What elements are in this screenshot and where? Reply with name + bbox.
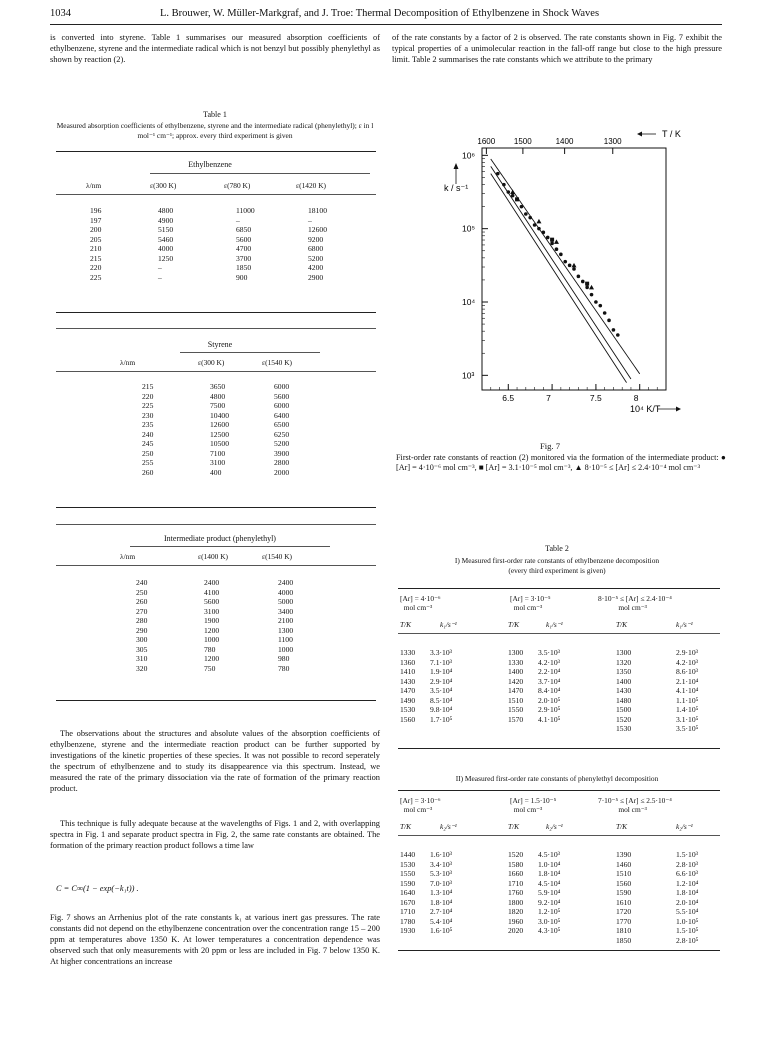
time-law-equation: C = C∞(1 − exp(−k₁t)) . xyxy=(56,884,139,893)
t2p1-head-0: [Ar] = 4·10⁻⁶ mol cm⁻³ xyxy=(400,594,441,612)
data-point-circle xyxy=(496,172,500,176)
top-tick-label: 1300 xyxy=(603,137,622,146)
t2p2-unit-k-2: k₂/s⁻¹ xyxy=(676,822,693,831)
data-point-circle xyxy=(603,311,607,315)
data-point-circle xyxy=(612,328,616,332)
data-point-circle xyxy=(594,300,598,304)
data-point-circle xyxy=(537,227,541,231)
t2p2-k-col-0: 1.6·10³ 3.4·10³ 5.3·10³ 7.0·10³ 1.3·10⁴ 1.8·10⁴ 2.7·10⁴ 5.4·10⁴ 1.6·10⁵ xyxy=(430,850,453,935)
int-col-wavelength: 240 250 260 270 280 290 300 305 310 320 xyxy=(136,578,148,673)
top-axis-label: T / K xyxy=(662,129,681,139)
data-point-circle xyxy=(550,242,554,246)
int-head-2: ε(1540 K) xyxy=(262,552,292,561)
data-point-square xyxy=(550,238,554,242)
t2p2-T-col-0: 1440 1530 1550 1590 1640 1670 1710 1780 1930 xyxy=(400,850,416,935)
ethylbenzene-heading: Ethylbenzene xyxy=(188,160,232,169)
y-tick-label: 10⁵ xyxy=(462,223,475,234)
t2p1-T-col-0: 1330 1360 1410 1430 1470 1490 1530 1560 xyxy=(400,648,416,724)
data-point-circle xyxy=(585,286,589,290)
data-point-triangle xyxy=(572,263,577,268)
int-col-1400k: 2400 4100 5600 3100 1900 1200 1000 780 1200 750 xyxy=(204,578,220,673)
t2p2-head-0: [Ar] = 3·10⁻⁶ mol cm⁻³ xyxy=(400,796,441,814)
ethylbenzene-subrule xyxy=(150,173,370,174)
eb-col-780k: 11000 – 6850 5600 4700 3700 1850 900 xyxy=(236,206,255,282)
eb-col-1420k: 18100 – 12600 9200 6800 5200 4200 2900 xyxy=(308,206,327,282)
table2-part1-title: I) Measured first-order rate constants of ethylbenzene decomposition xyxy=(454,556,660,565)
table2-label: Table 2 xyxy=(545,544,569,553)
t2p1-head-1: [Ar] = 3·10⁻⁵ mol cm⁻³ xyxy=(510,594,551,612)
data-point-triangle xyxy=(510,190,515,195)
body-paragraph-3: Fig. 7 shows an Arrhenius plot of the rate constants k₁ at various inert gas pressures. The rate constants did not depend on the ethylbenzene concentration over the concentration range 15 – 200 ppm at temperatures above 1350 K. At lower temperatures a concentration dependence was observed such that only measurements with 20 ppm or less are included in Fig. 7 below 1350 K. At higher concentrations an increase xyxy=(50,913,380,966)
eb-end-rule xyxy=(56,312,376,313)
data-point-square xyxy=(585,282,589,286)
data-point-triangle xyxy=(536,219,541,224)
bottom-tick-label: 7.5 xyxy=(589,393,602,403)
y-tick-label: 10⁶ xyxy=(462,150,475,161)
figure-7-plot xyxy=(430,118,700,428)
data-point-circle xyxy=(511,194,515,198)
int-head-1: ε(1400 K) xyxy=(198,552,228,561)
t2p1-unit-T-0: T/K xyxy=(400,620,412,629)
right-intro-paragraph: of the rate constants by a factor of 2 is observed. The rate constants shown in Fig. 7 exhibit the typical properties of a unimolecular reaction in the fall-off range but close to the high pressure limit. Table 2 summarises the rate constants which we attribute to the primary xyxy=(392,33,722,64)
t2p2-head-1: [Ar] = 1.5·10⁻⁵ mol cm⁻³ xyxy=(510,796,557,814)
t2-part2-head-rule xyxy=(398,835,720,836)
st-head-2: ε(1540 K) xyxy=(262,358,292,367)
t2p1-unit-T-1: T/K xyxy=(508,620,520,629)
data-point-circle xyxy=(616,333,620,337)
bottom-tick-label: 6.5 xyxy=(502,393,515,403)
table1-end-rule xyxy=(56,700,376,701)
intermediate-heading: Intermediate product (phenylethyl) xyxy=(164,534,276,543)
t2-part2-top-rule xyxy=(398,790,720,791)
eb-head-1: ε(300 K) xyxy=(150,181,177,190)
running-title: L. Brouwer, W. Müller-Markgraf, and J. Troe: Thermal Decomposition of Ethylbenzene in Shock Waves xyxy=(160,8,600,19)
data-point-circle xyxy=(520,205,524,209)
data-point-circle xyxy=(581,280,585,284)
data-point-circle xyxy=(577,275,581,279)
int-top-rule xyxy=(56,524,376,525)
table2-part1-sub: (every third experiment is given) xyxy=(508,566,606,575)
int-col-1540k: 2400 4000 5000 3400 2100 1300 1100 1000 980 780 xyxy=(278,578,294,673)
bottom-tick-label: 7 xyxy=(546,393,551,403)
data-point-circle xyxy=(598,304,602,308)
st-head-0: λ/nm xyxy=(120,358,136,367)
eb-col-wavelength: 196 197 200 205 210 215 220 225 xyxy=(90,206,102,282)
t2-part1-head-rule xyxy=(398,633,720,634)
st-end-rule xyxy=(56,507,376,508)
data-point-circle xyxy=(533,223,537,227)
st-head-1: ε(300 K) xyxy=(198,358,225,367)
table2-part2-title: II) Measured first-order rate constants of phenylethyl decomposition xyxy=(455,774,659,783)
eb-head-rule xyxy=(56,194,376,195)
body-paragraph-2: This technique is fully adequate because at the wavelengths of Figs. 1 and 2, with overlapping spectra in Fig. 1 and separate product spectra in Fig. 2, the same rate constants are obtained. The formation of the primary reaction product follows a time law xyxy=(50,819,380,850)
eb-head-0: λ/nm xyxy=(86,181,102,190)
st-head-rule xyxy=(56,371,376,372)
styrene-subrule xyxy=(180,352,320,353)
t2p1-unit-k-1: k₁/s⁻¹ xyxy=(546,620,563,629)
y-tick-label: 10⁴ xyxy=(462,297,476,307)
int-head-0: λ/nm xyxy=(120,552,136,561)
data-point-circle xyxy=(590,293,594,297)
body-paragraph-1: The observations about the structures and absolute values of the absorption coefficients of ethylbenzene, styrene and the intermediate reaction product can be further supported by investigations of the kinetic properties of these species. It was not possible to record seperately the spectrum of ethylbenzene and to study its disappearence via this spectrum. Instead, we measured the rate of the primary dissociation via the rate of formation of the primary reaction product. xyxy=(50,729,380,793)
top-arrow-head xyxy=(637,132,642,137)
st-col-1540k: 6000 5600 6000 6400 6500 6250 5200 3900 2800 2000 xyxy=(274,382,290,477)
top-tick-label: 1600 xyxy=(477,137,496,146)
data-point-square xyxy=(515,197,519,201)
t2p1-unit-k-0: k₁/s⁻¹ xyxy=(440,620,457,629)
t2p1-unit-T-2: T/K xyxy=(616,620,628,629)
t2p2-k-col-1: 4.5·10³ 1.0·10⁴ 1.8·10⁴ 4.5·10⁴ 5.9·10⁴ 9.2·10⁴ 1.2·10⁵ 3.0·10⁵ 4.3·10⁵ xyxy=(538,850,561,935)
eb-head-2: ε(780 K) xyxy=(224,181,251,190)
table1-rule xyxy=(56,151,376,152)
t2p1-k-col-2: 2.9·10³ 4.2·10³ 8.6·10³ 2.1·10⁴ 4.1·10⁴ 1.1·10⁵ 1.4·10⁵ 3.1·10⁵ 3.5·10⁵ xyxy=(676,648,699,733)
t2p2-k-col-2: 1.5·10³ 2.8·10³ 6.6·10³ 1.2·10⁴ 1.8·10⁴ 2.0·10⁴ 5.5·10⁴ 1.0·10⁵ 1.5·10⁵ 2.8·10⁵ xyxy=(676,850,699,945)
bottom-axis-label: 10⁴ K/T xyxy=(630,404,661,414)
data-point-circle xyxy=(502,183,506,187)
data-point-circle xyxy=(542,231,546,235)
t2-part2-end-rule xyxy=(398,950,720,951)
t2-part1-top-rule xyxy=(398,588,720,589)
bottom-arrow-head xyxy=(676,407,681,412)
fit-line-2 xyxy=(491,166,631,379)
data-point-circle xyxy=(524,212,528,216)
data-point-circle xyxy=(555,247,559,251)
t2p2-head-2: 7·10⁻⁵ ≤ [Ar] ≤ 2.5·10⁻⁴ mol cm⁻³ xyxy=(598,796,672,814)
t2-part1-end-rule xyxy=(398,748,720,749)
t2p1-unit-k-2: k₁/s⁻¹ xyxy=(676,620,693,629)
figure7-label: Fig. 7 xyxy=(539,441,561,451)
t2p2-T-col-2: 1390 1460 1510 1560 1590 1610 1720 1770 1810 1850 xyxy=(616,850,632,945)
figure7-caption: First-order rate constants of reaction (2) monitored via the formation of the intermediate product: ● [Ar] = 4·10⁻⁶ mol cm⁻³, ■ [Ar] = 3.1·10⁻⁵ mol cm⁻³, ▲ 8·10⁻⁵ ≤ [Ar] ≤ 2.4·10⁻⁴ mol cm⁻³ xyxy=(396,453,726,472)
data-point-triangle xyxy=(554,239,559,244)
t2p2-T-col-1: 1520 1580 1660 1710 1760 1800 1820 1960 2020 xyxy=(508,850,524,935)
data-point-circle xyxy=(528,216,532,220)
left-intro-paragraph: is converted into styrene. Table 1 summarises our measured absorption coefficients of ethylbenzene, styrene and the intermediate radical which is not benzyl but possibly phenylethyl as shown by reaction (2). xyxy=(50,33,380,64)
table1-label: Table 1 xyxy=(203,110,227,119)
data-point-circle xyxy=(506,190,510,194)
t2p1-T-col-1: 1300 1330 1400 1420 1470 1510 1550 1570 xyxy=(508,648,524,724)
data-point-circle xyxy=(546,236,550,240)
t2p2-unit-T-2: T/K xyxy=(616,822,628,831)
y-arrow-head xyxy=(454,163,459,169)
t2p1-T-col-2: 1300 1320 1350 1400 1430 1480 1500 1520 1530 xyxy=(616,648,632,733)
eb-head-3: ε(1420 K) xyxy=(296,181,326,190)
styrene-top-rule xyxy=(56,328,376,329)
y-tick-label: 10³ xyxy=(462,370,475,381)
t2p2-unit-T-1: T/K xyxy=(508,822,520,831)
t2p1-k-col-0: 3.3·10³ 7.1·10³ 1.9·10⁴ 2.9·10⁴ 3.5·10⁴ 8.5·10⁴ 9.8·10⁴ 1.7·10⁵ xyxy=(430,648,453,724)
st-col-wavelength: 215 220 225 230 235 240 245 250 255 260 xyxy=(142,382,154,477)
data-point-circle xyxy=(568,264,572,268)
int-head-rule xyxy=(56,565,376,566)
data-point-circle xyxy=(563,260,567,264)
data-point-triangle xyxy=(589,285,594,290)
data-point-circle xyxy=(607,319,611,323)
styrene-heading: Styrene xyxy=(207,340,233,349)
data-point-circle xyxy=(572,267,576,271)
data-point-circle xyxy=(559,253,563,257)
top-tick-label: 1400 xyxy=(555,137,574,146)
t2p2-unit-T-0: T/K xyxy=(400,822,412,831)
y-axis-label: k / s⁻¹ xyxy=(444,183,469,193)
top-tick-label: 1500 xyxy=(513,137,532,146)
bottom-tick-label: 8 xyxy=(633,393,639,403)
t2p1-k-col-1: 3.5·10³ 4.2·10³ 2.2·10⁴ 3.7·10⁴ 8.4·10⁴ 2.0·10⁵ 2.9·10⁵ 4.1·10⁵ xyxy=(538,648,561,724)
table1-caption: Measured absorption coefficients of ethylbenzene, styrene and the intermediate radical (phenylethyl); ε in l mol⁻¹ cm⁻¹; approx. every third experiment is given xyxy=(56,121,374,140)
t2p2-unit-k-1: k₂/s⁻¹ xyxy=(546,822,563,831)
st-col-300k: 3650 4800 7500 10400 12600 12500 10500 7100 3100 400 xyxy=(210,382,229,477)
eb-col-300k: 4800 4900 5150 5460 4000 1250 – – xyxy=(158,206,174,282)
t2p1-head-2: 8·10⁻⁵ ≤ [Ar] ≤ 2.4·10⁻⁴ mol cm⁻³ xyxy=(598,594,672,612)
t2p2-unit-k-0: k₂/s⁻¹ xyxy=(440,822,457,831)
page-number: 1034 xyxy=(50,8,71,19)
fit-line-3 xyxy=(491,174,627,383)
header-rule xyxy=(50,24,722,25)
int-subrule xyxy=(130,546,330,547)
